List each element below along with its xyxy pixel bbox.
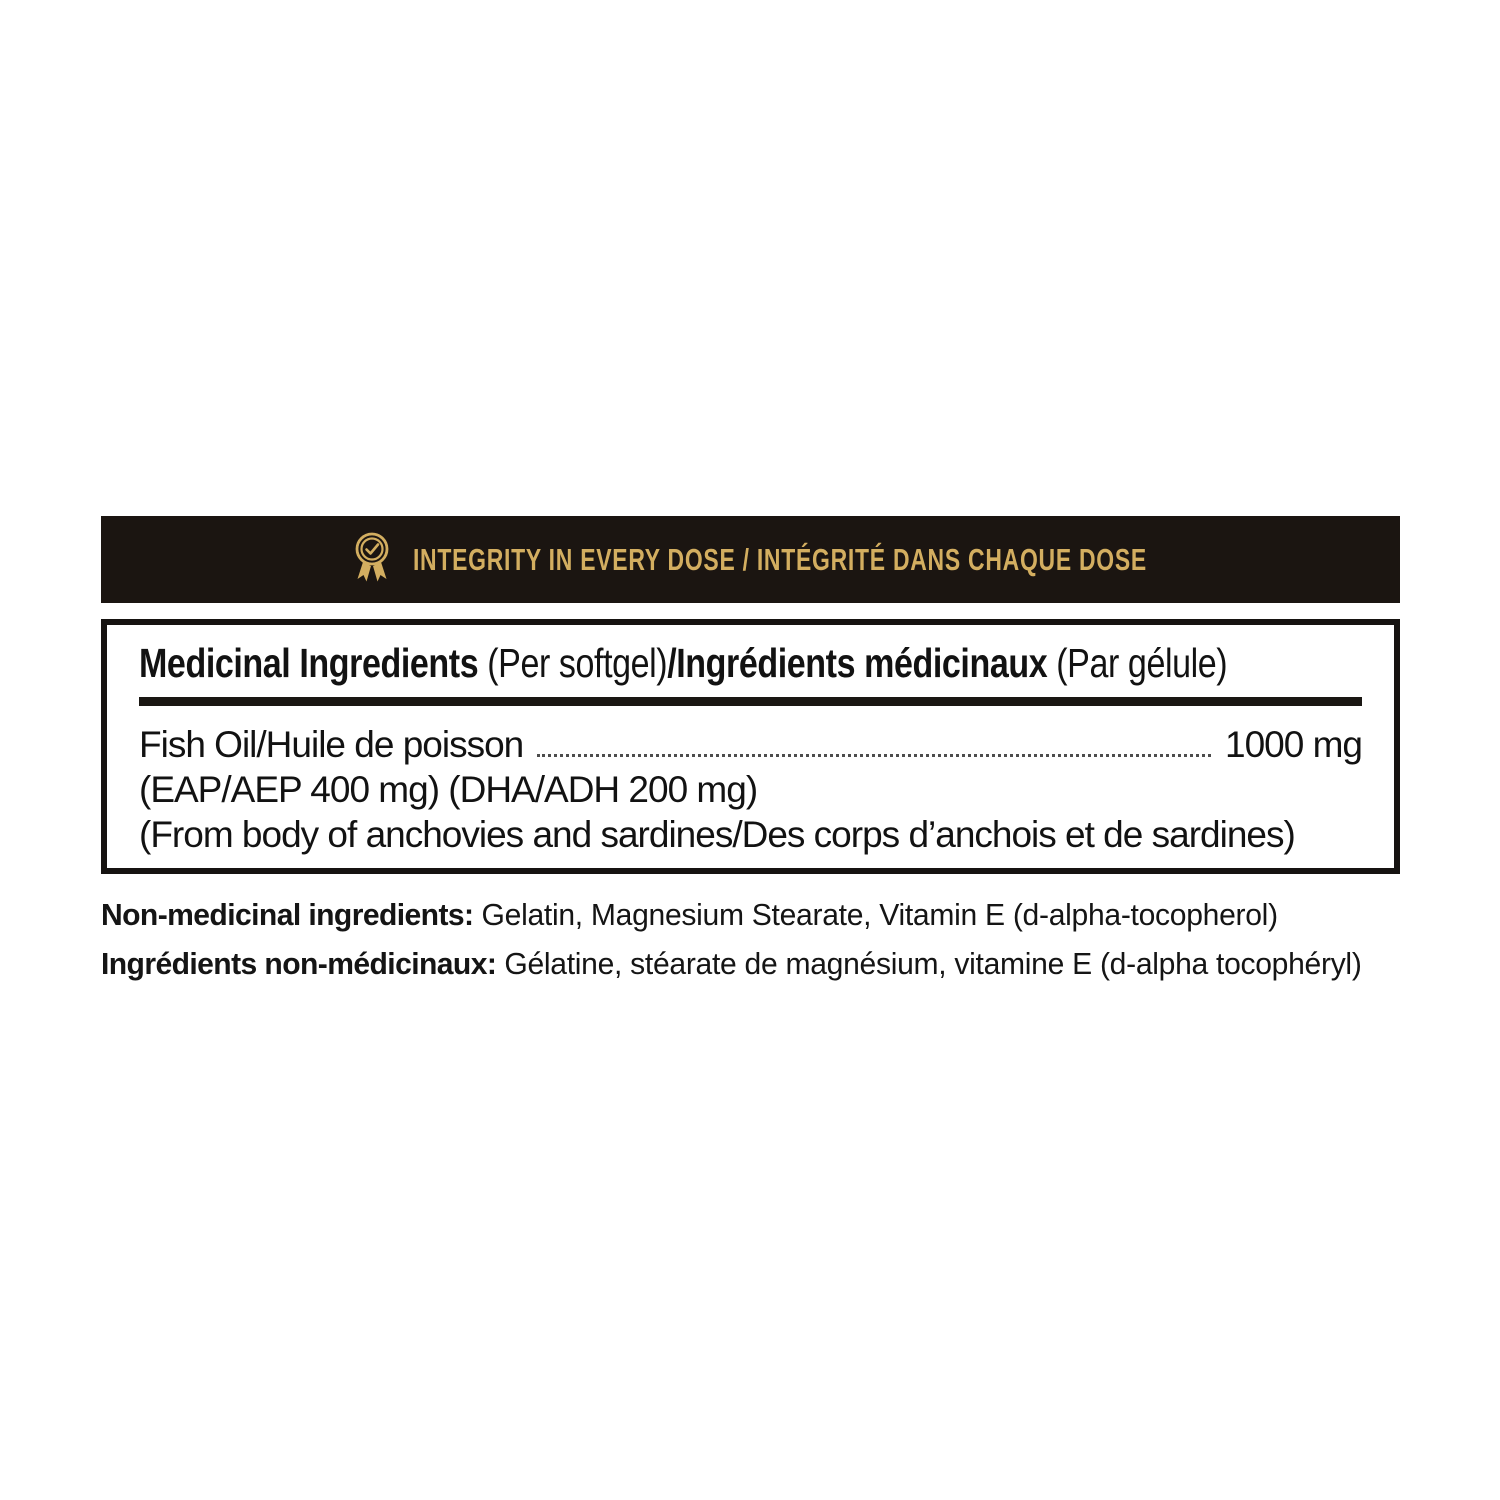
- title-fr-bold: /Ingrédients médicinaux: [667, 640, 1048, 686]
- dotted-leader: [537, 754, 1211, 757]
- title-fr-paren: (Par gélule): [1047, 640, 1228, 686]
- ingredient-name: Fish Oil/Huile de poisson: [139, 724, 524, 765]
- ingredient-row-fish-oil: [139, 723, 1362, 767]
- title-en-bold: Medicinal Ingredients: [139, 640, 479, 686]
- title-en-paren: (Per softgel): [478, 640, 668, 686]
- ingredient-note-epa-dha: (EAP/AEP 400 mg) (DHA/ADH 200 mg): [139, 769, 758, 810]
- integrity-banner: [101, 516, 1400, 603]
- non-medicinal-ingredients-fr: [101, 944, 1362, 984]
- non-medicinal-text-en: Gelatin, Magnesium Stearate, Vitamin E (d-alpha-tocopherol): [473, 897, 1278, 932]
- award-medal-icon: [350, 530, 394, 590]
- non-medicinal-ingredients-en: [101, 895, 1278, 935]
- non-medicinal-label-en: Non-medicinal ingredients:: [101, 897, 474, 932]
- title-divider-rule: [139, 697, 1362, 706]
- medicinal-ingredients-box: [101, 619, 1400, 874]
- ingredient-amount: 1000 mg: [1225, 724, 1362, 765]
- medicinal-ingredients-title: [139, 638, 1228, 688]
- ingredient-note-source: (From body of anchovies and sardines/Des corps d’anchois et de sardines): [139, 814, 1295, 855]
- non-medicinal-text-fr: Gélatine, stéarate de magnésium, vitamine E (d-alpha tocophéryl): [496, 946, 1362, 981]
- banner-tagline: INTEGRITY IN EVERY DOSE / INTÉGRITÉ DANS CHAQUE DOSE: [412, 541, 1148, 577]
- non-medicinal-label-fr: Ingrédients non-médicinaux:: [101, 946, 497, 981]
